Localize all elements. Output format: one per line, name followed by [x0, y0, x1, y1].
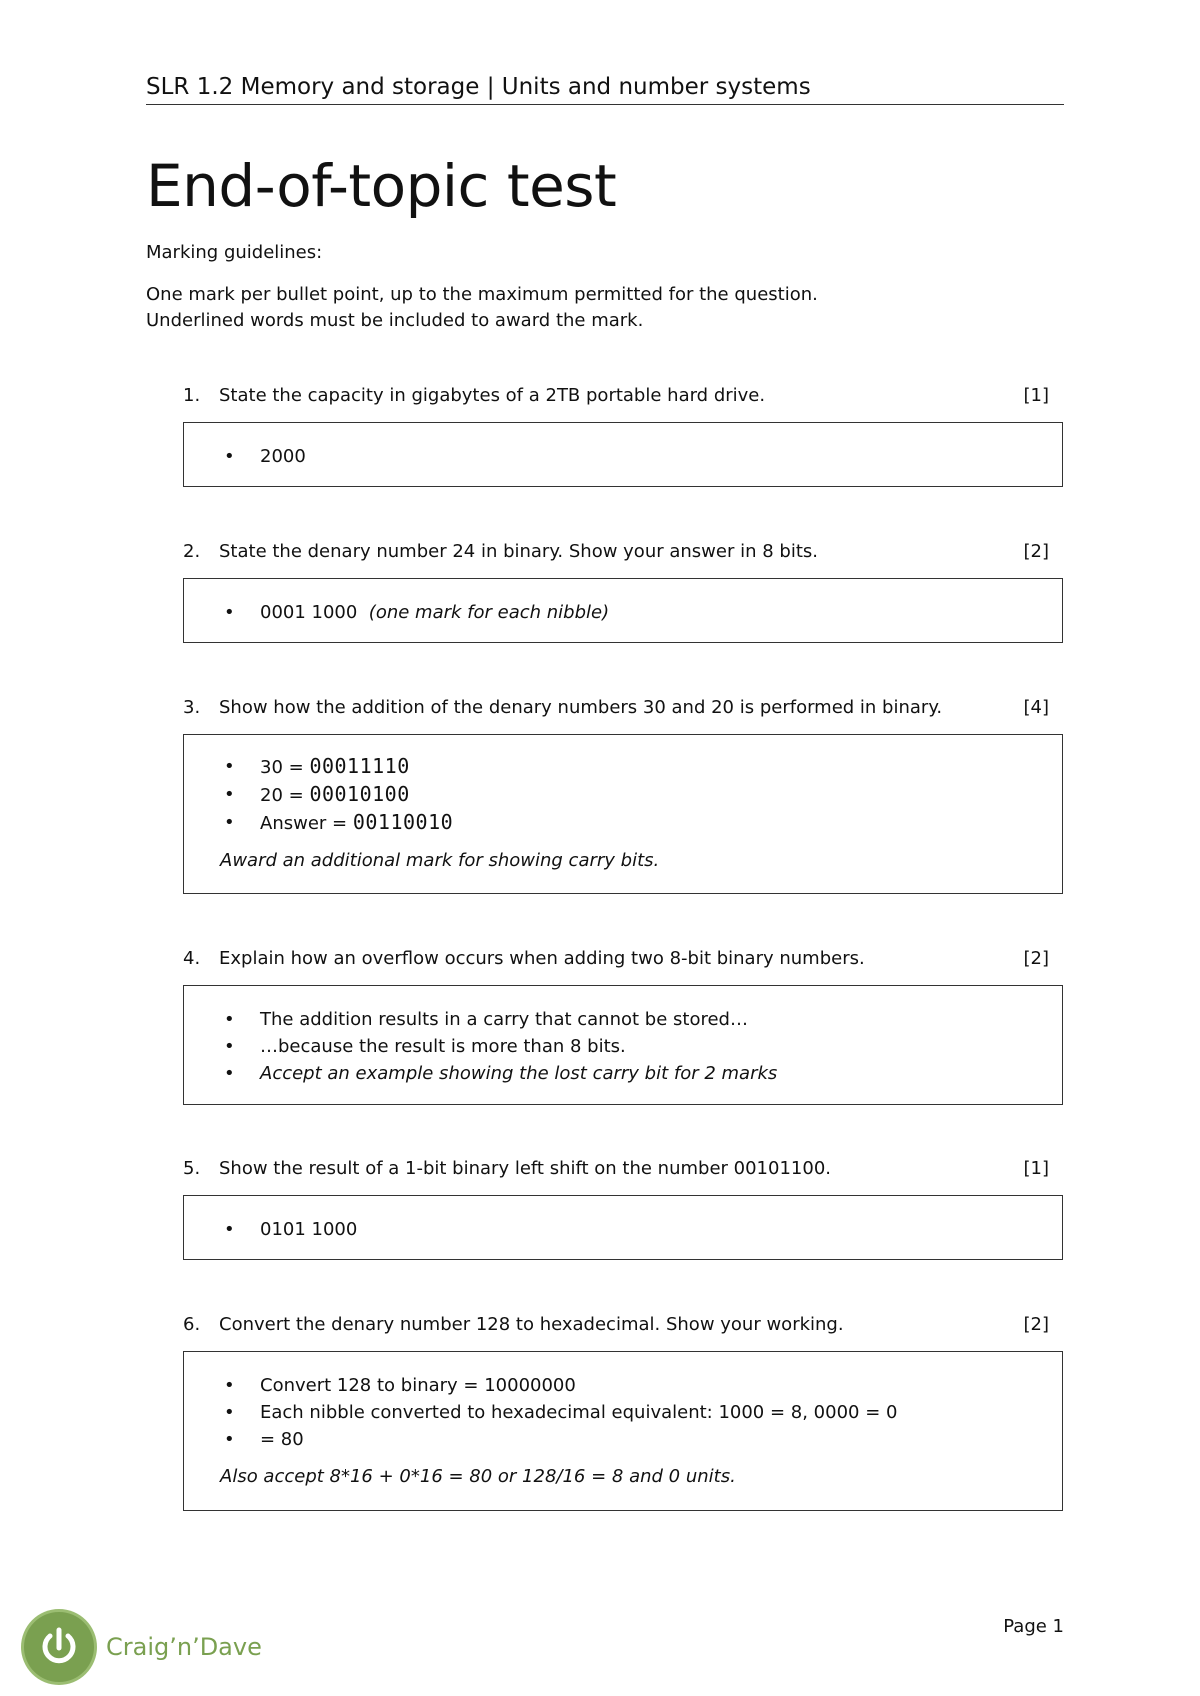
answer-item: [224, 781, 1042, 809]
question-number: 3.: [183, 697, 201, 718]
question-text: State the capacity in gigabytes of a 2TB portable hard drive.: [219, 385, 766, 406]
answer-label: 20 =: [260, 785, 310, 806]
question-4: [183, 948, 1063, 974]
answer-item: • 2000: [224, 443, 1042, 470]
answer-label: Answer =: [260, 813, 353, 834]
answer-box-2: [183, 578, 1063, 643]
answer-item: [224, 753, 1042, 781]
question-number: 5.: [183, 1158, 201, 1179]
answer-item: [224, 809, 1042, 837]
question-3: [183, 697, 1063, 723]
page-header: SLR 1.2 Memory and storage | Units and number systems: [146, 74, 1064, 105]
answer-value: 0001 1000: [260, 602, 358, 623]
brand-name: Craig’n’Dave: [106, 1633, 262, 1661]
question-number: 1.: [183, 385, 201, 406]
answer-box-6: [183, 1351, 1063, 1511]
marking-guidelines-text: [146, 282, 818, 334]
question-6: [183, 1314, 1063, 1340]
answer-item: • = 80: [224, 1426, 1042, 1453]
answer-note: Also accept 8*16 + 0*16 = 80 or 128/16 = 8 and 0 units.: [220, 1466, 736, 1487]
answer-label: 30 =: [260, 757, 310, 778]
power-icon: [24, 1612, 94, 1682]
question-marks: [4]: [1023, 697, 1049, 718]
question-1: [183, 385, 1063, 411]
question-5: [183, 1158, 1063, 1184]
guideline-line-2: Underlined words must be included to award the mark.: [146, 310, 644, 331]
question-marks: [1]: [1023, 1158, 1049, 1179]
marking-guidelines-label: Marking guidelines:: [146, 242, 323, 263]
answer-value: 00110010: [352, 810, 454, 834]
question-text: Show the result of a 1-bit binary left shift on the number 00101100.: [219, 1158, 831, 1179]
question-marks: [2]: [1023, 948, 1049, 969]
answer-item: • Each nibble converted to hexadecimal equivalent: 1000 = 8, 0000 = 0: [224, 1399, 1042, 1426]
question-number: 2.: [183, 541, 201, 562]
question-text: State the denary number 24 in binary. Show your answer in 8 bits.: [219, 541, 818, 562]
question-number: 6.: [183, 1314, 201, 1335]
question-text: Convert the denary number 128 to hexadecimal. Show your working.: [219, 1314, 844, 1335]
answer-box-4: [183, 985, 1063, 1105]
answer-item: • The addition results in a carry that cannot be stored…: [224, 1006, 1042, 1033]
question-marks: [2]: [1023, 541, 1049, 562]
guideline-line-1: One mark per bullet point, up to the maximum permitted for the question.: [146, 284, 818, 305]
page-title: End-of-topic test: [146, 152, 617, 220]
answer-note: (one mark for each nibble): [368, 602, 610, 623]
answer-note: Award an additional mark for showing carry bits.: [220, 850, 660, 871]
question-number: 4.: [183, 948, 201, 969]
brand-logo: [24, 1612, 262, 1682]
answer-item: • …because the result is more than 8 bits.: [224, 1033, 1042, 1060]
answer-value: 00011110: [309, 754, 410, 778]
page-number: Page 1: [1003, 1616, 1064, 1637]
question-marks: [1]: [1023, 385, 1049, 406]
answer-item: • Accept an example showing the lost carry bit for 2 marks: [224, 1060, 1042, 1087]
question-text: Explain how an overflow occurs when adding two 8-bit binary numbers.: [219, 948, 865, 969]
answer-value: 00010100: [309, 782, 410, 806]
answer-item: • 0101 1000: [224, 1216, 1042, 1243]
answer-item: [224, 599, 1042, 626]
question-2: [183, 541, 1063, 567]
answer-box-1: [183, 422, 1063, 487]
answer-box-3: [183, 734, 1063, 894]
answer-box-5: [183, 1195, 1063, 1260]
question-text: Show how the addition of the denary numbers 30 and 20 is performed in binary.: [219, 697, 943, 718]
answer-item: • Convert 128 to binary = 10000000: [224, 1372, 1042, 1399]
power-icon-glyph: [24, 1612, 94, 1682]
question-marks: [2]: [1023, 1314, 1049, 1335]
